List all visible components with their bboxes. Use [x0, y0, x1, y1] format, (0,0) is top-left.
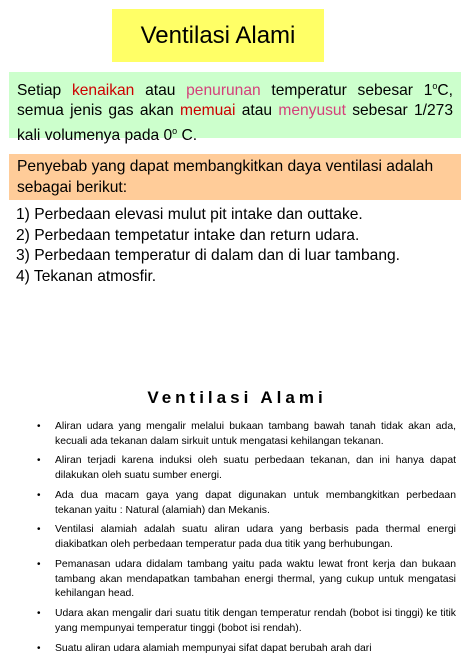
bullet-item	[34, 420, 456, 449]
bullet-item	[34, 489, 456, 518]
definition-text: atau	[134, 82, 187, 99]
bullet-icon: •	[37, 558, 41, 570]
bullet-item	[34, 607, 456, 636]
bullet-item	[34, 523, 456, 552]
degree-sup: o	[432, 81, 438, 91]
bullet-item	[34, 642, 456, 657]
bullet-icon: •	[37, 524, 41, 536]
list-item: 2) Perbedaan tempetatur intake dan return udara.	[16, 226, 360, 244]
degree-sup: o	[172, 126, 178, 136]
bullet-list	[34, 420, 456, 661]
keyword-menyusut: menyusut	[278, 102, 346, 119]
bullet-text: Ventilasi alamiah adalah suatu aliran udara yang berbasis pada thermal energi diakibatkan oleh perbedaan temperatur pada dua titik yang berhubungan.	[55, 524, 456, 551]
definition-text: C, semua jenis gas akan	[17, 82, 453, 119]
bullet-item	[34, 454, 456, 483]
cause-intro-box	[9, 154, 461, 200]
list-item: 3) Perbedaan temperatur di dalam dan di luar tambang.	[16, 247, 401, 264]
keyword-penurunan: penurunan	[186, 82, 261, 99]
definition-text: sebesar 1/273 kali volumenya pada 0	[17, 102, 453, 144]
bullet-text: Suatu aliran udara alamiah mempunyai sifat dapat berubah arah dari	[55, 642, 372, 654]
bullet-text: Udara akan mengalir dari suatu titik dengan temperatur rendah (bobot isi tinggi) ke titik yang mempunyai temperatur tinggi (bobot isi rendah).	[55, 608, 456, 634]
definition-text: atau	[235, 102, 279, 119]
bullet-icon: •	[37, 608, 41, 620]
slide-title: Ventilasi Alami	[140, 21, 296, 49]
keyword-kenaikan: kenaikan	[71, 82, 135, 99]
bullet-icon: •	[37, 421, 41, 432]
bullet-text: Aliran udara yang mengalir melalui bukaan tambang bawah tanah tidak akan ada, kecuali ada tekanan dalam sirkuit untuk mengatasi kehilangan tekanan.	[55, 421, 456, 447]
bullet-text: Aliran terjadi karena induksi oleh suatu perbedaan tekanan, dan ini hanya dapat dilakukan oleh suatu sumber energi.	[55, 455, 456, 482]
definition-text: temperatur sebesar 1	[260, 82, 433, 99]
definition-text: C.	[177, 127, 198, 144]
page-title: Ventilasi Alami	[147, 388, 327, 407]
definition-box	[9, 72, 461, 144]
bullet-item	[34, 558, 456, 602]
document-page	[0, 336, 474, 654]
cause-list	[16, 205, 456, 287]
keyword-memuai: memuai	[179, 102, 236, 119]
bullet-text: Pemanasan udara didalam tambang yaitu pada waktu lewat front kerja dan bukaan tambang akan mendapatkan tambahan energi thermal, yang cukup untuk mengatasi kehilangan head.	[55, 558, 456, 600]
title-box	[112, 9, 324, 62]
bullet-icon: •	[37, 642, 41, 654]
cause-intro-text: Penyebab yang dapat membangkitkan daya ventilasi adalah sebagai berikut:	[17, 158, 434, 196]
bullet-icon: •	[37, 455, 41, 467]
list-item: 1) Perbedaan elevasi mulut pit intake dan outtake.	[16, 206, 363, 223]
bullet-text: Ada dua macam gaya yang dapat digunakan untuk membangkitkan perbedaan tekanan yaitu : Natural (alamiah) dan Mekanis.	[55, 489, 456, 516]
list-item: 4) Tekanan atmosfir.	[16, 267, 157, 285]
definition-text: Setiap	[17, 82, 72, 99]
bullet-icon: •	[37, 489, 41, 501]
